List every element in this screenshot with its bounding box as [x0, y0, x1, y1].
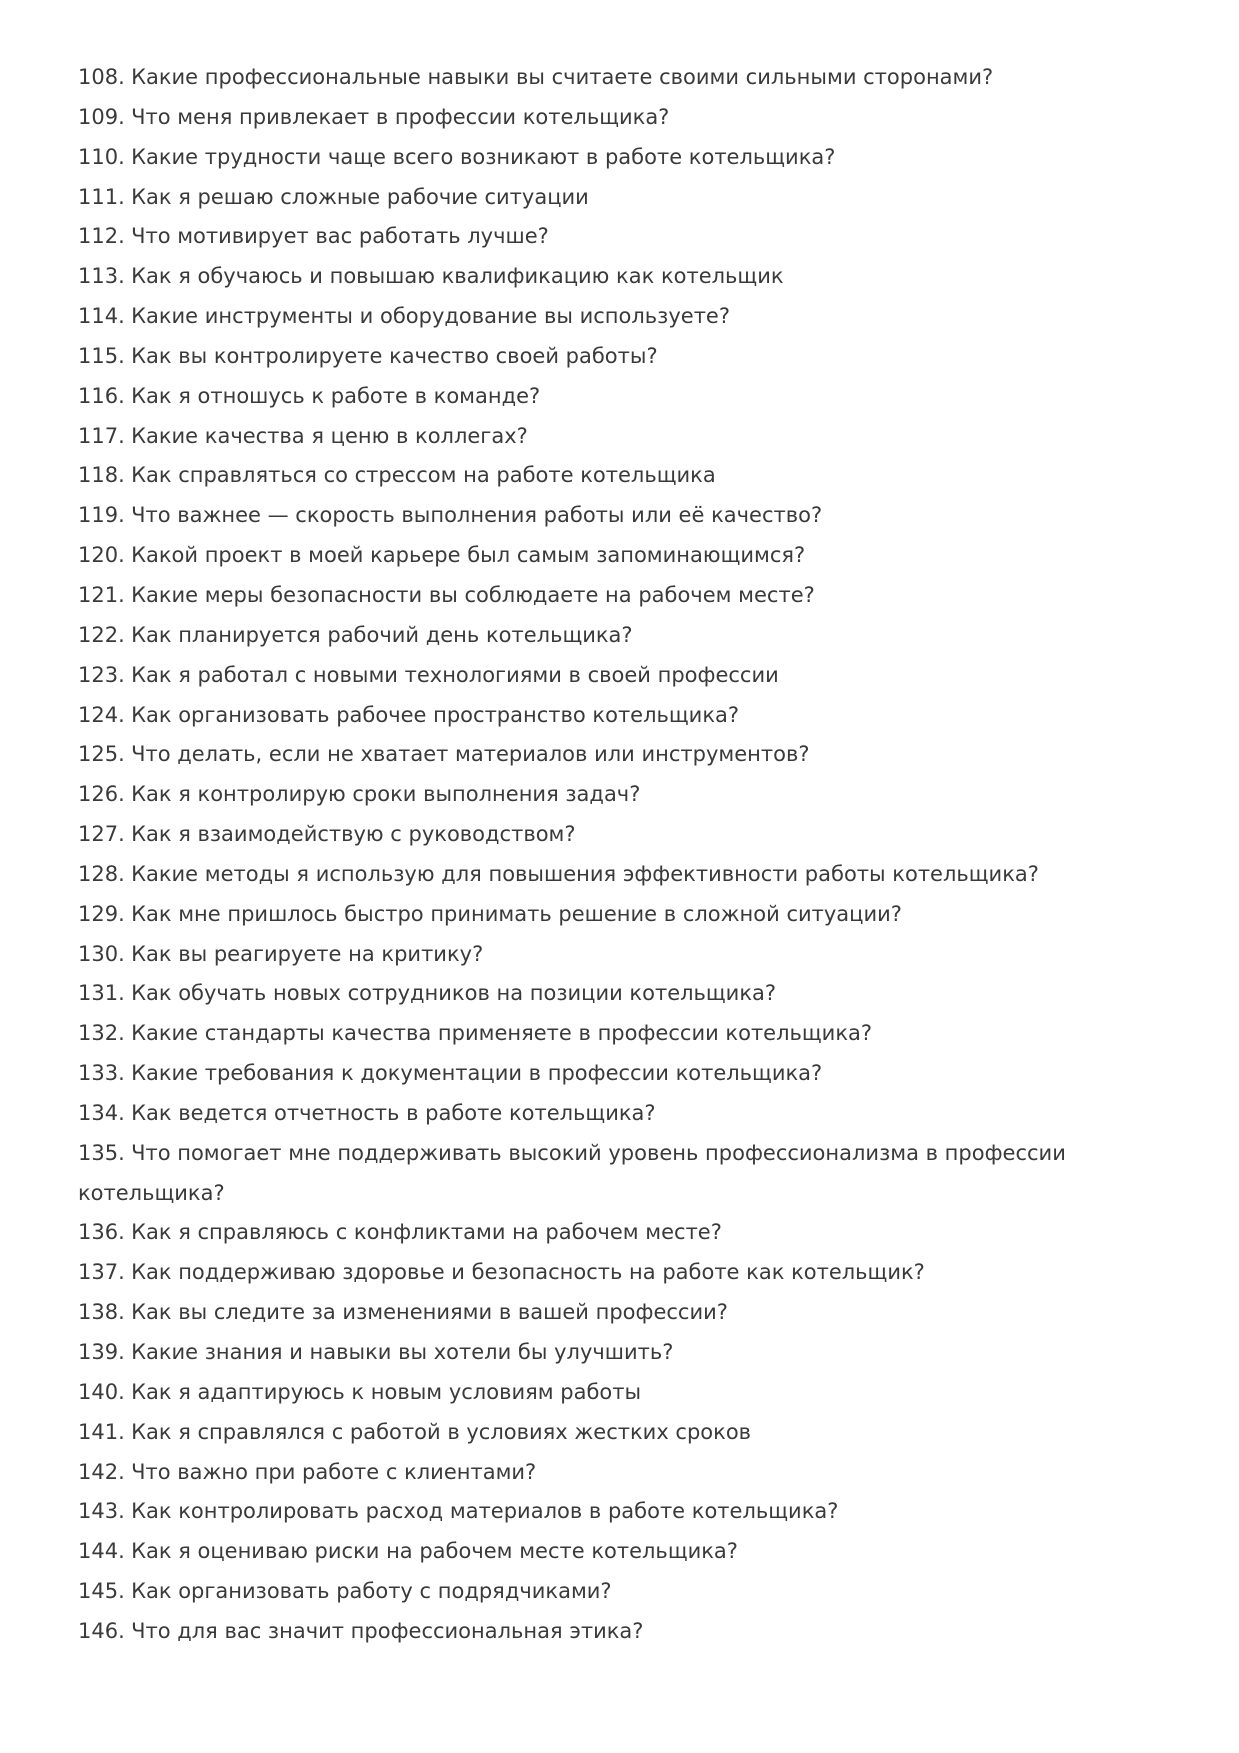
- question-number: 128.: [78, 861, 125, 886]
- question-item: [78, 1572, 1173, 1612]
- question-item: [78, 895, 1173, 935]
- question-text: Как вы следите за изменениями в вашей профессии?: [131, 1300, 728, 1325]
- question-text: Что делать, если не хватает материалов или инструментов?: [131, 742, 810, 767]
- question-item: [78, 1293, 1173, 1333]
- question-text: Как поддерживаю здоровье и безопасность на работе как котельщик?: [131, 1260, 925, 1285]
- question-number: 114.: [78, 304, 125, 329]
- question-number: 113.: [78, 264, 125, 289]
- question-item: [78, 1492, 1173, 1532]
- question-text: Какие стандарты качества применяете в профессии котельщика?: [131, 1021, 873, 1046]
- question-item: [78, 815, 1173, 855]
- question-item: [78, 178, 1173, 218]
- question-text: Какие профессиональные навыки вы считаете своими сильными сторонами?: [131, 65, 994, 89]
- question-number: 145.: [78, 1579, 125, 1604]
- question-item: [78, 1094, 1173, 1134]
- question-number: 122.: [78, 622, 125, 647]
- question-item: [78, 775, 1173, 815]
- question-number: 116.: [78, 383, 125, 408]
- question-number: 111.: [78, 184, 125, 209]
- question-item: [78, 456, 1173, 496]
- question-text: Какие качества я ценю в коллегах?: [131, 423, 528, 448]
- question-number: 143.: [78, 1499, 125, 1524]
- question-number: 129.: [78, 901, 125, 926]
- question-number: 110.: [78, 144, 125, 169]
- question-text: Как справляться со стрессом на работе котельщика: [131, 463, 716, 488]
- question-item: [78, 1612, 1173, 1652]
- question-text: Какие меры безопасности вы соблюдаете на рабочем месте?: [131, 582, 815, 607]
- question-number: 142.: [78, 1459, 125, 1484]
- question-item: [78, 1373, 1173, 1413]
- question-item: [78, 257, 1173, 297]
- question-item: [78, 377, 1173, 417]
- question-number: 117.: [78, 423, 125, 448]
- question-item: [78, 1134, 1173, 1214]
- question-number: 146.: [78, 1618, 125, 1643]
- question-item: [78, 98, 1173, 138]
- question-item: [78, 217, 1173, 257]
- question-text: Как я обучаюсь и повышаю квалификацию как котельщик: [131, 264, 784, 289]
- question-text: Что важно при работе с клиентами?: [131, 1459, 537, 1484]
- question-text: Как я отношусь к работе в команде?: [131, 383, 541, 408]
- question-text: Как я справляюсь с конфликтами на рабочем месте?: [131, 1220, 722, 1245]
- question-item: [78, 1453, 1173, 1493]
- question-item: [78, 536, 1173, 576]
- question-number: 138.: [78, 1300, 125, 1325]
- question-item: [78, 1014, 1173, 1054]
- question-text: Как планируется рабочий день котельщика?: [131, 622, 633, 647]
- question-text: Как я работал с новыми технологиями в своей профессии: [131, 662, 779, 687]
- question-number: 120.: [78, 543, 125, 568]
- question-number: 126.: [78, 782, 125, 807]
- question-number: 132.: [78, 1021, 125, 1046]
- question-number: 119.: [78, 503, 125, 528]
- question-item: [78, 935, 1173, 975]
- question-list: [78, 58, 1173, 1652]
- question-item: [78, 1413, 1173, 1453]
- question-text: Какие трудности чаще всего возникают в работе котельщика?: [131, 144, 836, 169]
- question-item: [78, 1253, 1173, 1293]
- question-item: [78, 297, 1173, 337]
- question-text: Как я адаптируюсь к новым условиям работы: [131, 1379, 642, 1404]
- question-number: 123.: [78, 662, 125, 687]
- question-item: [78, 1532, 1173, 1572]
- question-item: [78, 337, 1173, 377]
- question-item: [78, 855, 1173, 895]
- question-item: [78, 1054, 1173, 1094]
- question-text: Как ведется отчетность в работе котельщика?: [131, 1100, 656, 1125]
- question-number: 134.: [78, 1100, 125, 1125]
- question-item: [78, 696, 1173, 736]
- question-item: [78, 496, 1173, 536]
- question-item: [78, 1213, 1173, 1253]
- question-number: 115.: [78, 343, 125, 368]
- question-item: [78, 656, 1173, 696]
- question-text: Какие требования к документации в профессии котельщика?: [131, 1061, 823, 1086]
- question-item: [78, 735, 1173, 775]
- question-text: Что мотивирует вас работать лучше?: [131, 224, 549, 249]
- question-number: 125.: [78, 742, 125, 767]
- question-text: Как я справлялся с работой в условиях жестких сроков: [131, 1419, 752, 1444]
- question-number: 121.: [78, 582, 125, 607]
- question-item: [78, 1333, 1173, 1373]
- question-item: [78, 576, 1173, 616]
- question-text: Что для вас значит профессиональная этика?: [131, 1618, 644, 1643]
- question-text: Как мне пришлось быстро принимать решение в сложной ситуации?: [131, 901, 902, 926]
- question-item: [78, 417, 1173, 457]
- question-number: 112.: [78, 224, 125, 249]
- question-text: Как организовать рабочее пространство котельщика?: [131, 702, 740, 727]
- question-number: 135.: [78, 1140, 125, 1165]
- question-number: 109.: [78, 104, 125, 129]
- question-number: 127.: [78, 822, 125, 847]
- question-number: 139.: [78, 1340, 125, 1364]
- question-number: 141.: [78, 1419, 125, 1444]
- question-text: Что меня привлекает в профессии котельщика?: [131, 104, 670, 129]
- question-number: 136.: [78, 1220, 125, 1245]
- question-text: Какой проект в моей карьере был самым запоминающимся?: [131, 543, 806, 568]
- question-item: [78, 616, 1173, 656]
- question-text: Как организовать работу с подрядчиками?: [131, 1579, 612, 1604]
- question-number: 140.: [78, 1379, 125, 1404]
- question-number: 108.: [78, 65, 125, 89]
- question-text: Как вы реагируете на критику?: [131, 941, 484, 966]
- question-text: Как обучать новых сотрудников на позиции котельщика?: [131, 981, 777, 1006]
- question-text: Как я взаимодействую с руководством?: [131, 822, 576, 847]
- question-number: 133.: [78, 1061, 125, 1086]
- question-item: [78, 58, 1173, 98]
- question-text: Как вы контролируете качество своей работы?: [131, 343, 658, 368]
- question-text: Какие знания и навыки вы хотели бы улучшить?: [131, 1340, 674, 1364]
- question-text: Какие инструменты и оборудование вы используете?: [131, 304, 730, 329]
- question-number: 131.: [78, 981, 125, 1006]
- question-item: [78, 138, 1173, 178]
- question-number: 118.: [78, 463, 125, 488]
- question-text: Что важнее — скорость выполнения работы или её качество?: [131, 503, 823, 528]
- question-item: [78, 974, 1173, 1014]
- question-number: 144.: [78, 1539, 125, 1564]
- question-text: Как я решаю сложные рабочие ситуации: [131, 184, 589, 209]
- question-text: Как я контролирую сроки выполнения задач?: [131, 782, 641, 807]
- question-number: 137.: [78, 1260, 125, 1285]
- question-text: Как я оцениваю риски на рабочем месте котельщика?: [131, 1539, 738, 1564]
- question-number: 124.: [78, 702, 125, 727]
- question-number: 130.: [78, 941, 125, 966]
- question-text: Что помогает мне поддерживать высокий уровень профессионализма в профессии котельщика?: [78, 1140, 1066, 1205]
- question-text: Как контролировать расход материалов в работе котельщика?: [131, 1499, 839, 1524]
- question-text: Какие методы я использую для повышения эффективности работы котельщика?: [131, 861, 1039, 886]
